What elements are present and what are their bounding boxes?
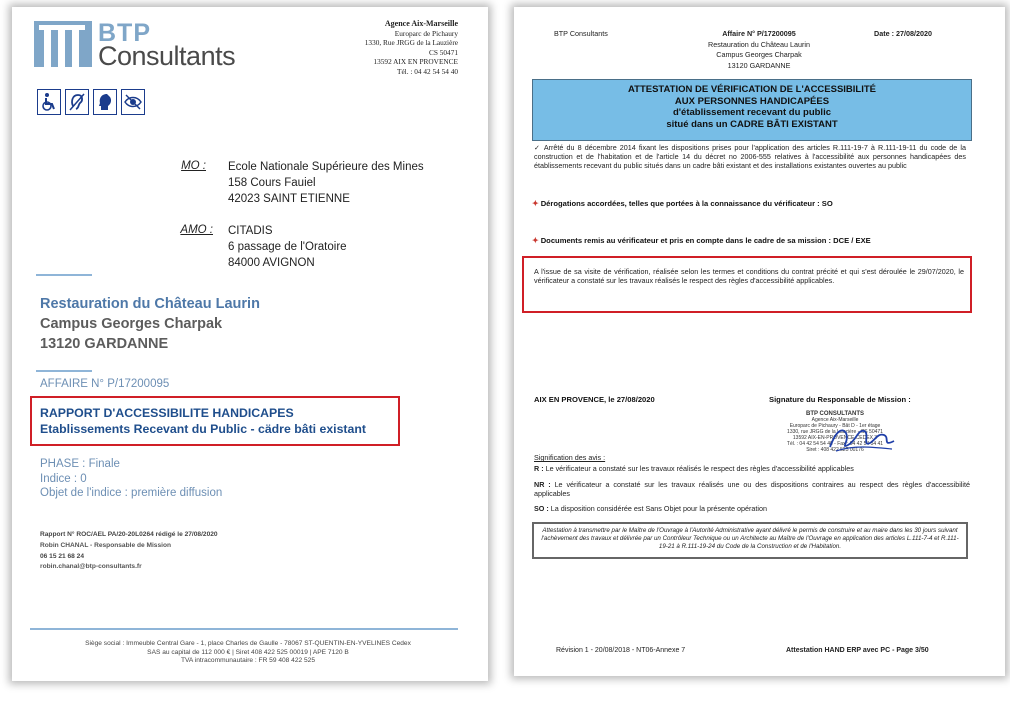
amo-address — [228, 223, 347, 271]
title-line: ATTESTATION DE VÉRIFICATION DE L'ACCESSIBILITÉ — [627, 84, 877, 95]
footer-divider — [30, 628, 458, 630]
header-project-line: 13120 GARDANNE — [727, 60, 791, 70]
agency-name: Agence Aix-Marseille — [384, 19, 458, 28]
amo-label: AMO : — [180, 224, 213, 236]
avis-r — [534, 464, 970, 473]
project-block — [40, 294, 260, 354]
bullet-star-icon: ✦ — [532, 236, 539, 245]
signature-label: Signature du Responsable de Mission : — [769, 395, 911, 404]
footer-line: SAS au capital de 112 000 € | Siret 408 422 525 00019 | APE 7120 B — [147, 648, 349, 656]
avis-r-text: Le vérificateur a constaté sur les travaux réalisés le respect des règles d'accessibilité applicables — [545, 464, 854, 473]
mo-address — [228, 159, 424, 207]
amo-line: 6 passage de l'Oratoire — [228, 241, 347, 253]
mo-line: 158 Cours Fauiel — [228, 177, 316, 189]
report-title-block — [40, 405, 366, 437]
documents-line — [532, 236, 972, 245]
ear-icon — [65, 89, 89, 115]
mo-line: Ecole Nationale Supérieure des Mines — [228, 161, 424, 173]
project-campus: Campus Georges Charpak — [40, 316, 223, 332]
amo-line: CITADIS — [228, 225, 273, 237]
stamp-line: Tél. : 04 42 54 54 40 - Fax : 04 42 54 54 41 — [786, 441, 884, 447]
attestation-title — [532, 79, 972, 141]
avis-so-key: SO : — [534, 504, 549, 513]
transmission-note: Attestation à transmettre par le Maître de l'Ouvrage à l'Autorité Administrative ayant délivré le permis de construire et au maire dans les 30 jours suivant l'achèvement des travaux et délivrée par un Contrôleur Technique ou un Architecte au Maître de l'Ouvrage en application des articles L.111-7-4 et R.111-19-21 à R.111-19-24 du Code de la Construction et de l'Habitation. — [532, 522, 968, 559]
head-profile-icon — [93, 89, 117, 115]
eye-icon — [121, 89, 145, 115]
btp-logo-icon — [34, 21, 92, 67]
footer-revision: Révision 1 - 20/08/2018 - NT06-Annexe 7 — [556, 647, 686, 654]
avis-nr-key: NR : — [534, 480, 551, 489]
avis-r-key: R : — [534, 464, 544, 473]
amo-line: 84000 AVIGNON — [228, 257, 315, 269]
header-company: BTP Consultants — [554, 29, 608, 38]
stamp-agency: Agence Aix-Marseille — [811, 417, 859, 423]
footer-line: Siège social : Immeuble Central Gare - 1, place Charles de Gaulle - 78067 ST-QUENTIN-EN-YVELINES Cedex — [85, 640, 411, 647]
agency-line: 13592 AIX EN PROVENCE — [373, 57, 458, 67]
indice-line: Indice : 0 — [40, 472, 87, 485]
stamp-line: 13592 AIX-EN-PROVENCE CEDEX 3 — [792, 435, 878, 441]
agency-address — [308, 19, 458, 77]
divider — [36, 274, 92, 276]
mo-line: 42023 SAINT ETIENNE — [228, 193, 350, 205]
contact-phone: 06 15 21 68 24 — [40, 552, 84, 560]
objet-line: Objet de l'indice : première diffusion — [40, 487, 223, 499]
documents-text: Documents remis au vérificateur et pris en compte dans le cadre de sa mission : DCE / EXE — [540, 236, 871, 245]
agency-line: Europarc de Pichaury — [394, 28, 458, 38]
logo-brand-bottom: Consultants — [98, 41, 236, 71]
attestation-page — [514, 7, 1005, 676]
agency-line: Tél. : 04 42 54 54 40 — [396, 66, 458, 76]
contact-name: Robin CHANAL - Responsable de Mission — [40, 541, 172, 549]
verification-text: A l'issue de sa visite de vérification, réalisée selon les termes et conditions du contrat précité et qui s'est déroulée le 29/07/2020, le vérificateur a constaté sur les travaux réalisés le respect des règles d'accessibilité applicables. — [534, 267, 964, 286]
avis-nr-text: Le vérificateur a constaté sur les travaux réalisés une ou des dispositions contraires au respect des règles d'accessibilité applicables — [534, 480, 970, 499]
affaire-number: AFFAIRE N° P/17200095 — [40, 378, 170, 390]
derogations-text: Dérogations accordées, telles que portées à la connaissance du vérificateur : SO — [540, 199, 833, 208]
arrete-text: ✓ Arrêté du 8 décembre 2014 fixant les dispositions prises pour l'application des articles R.111-19-7 à R.111-19-11 du code de la construction et de l'habitation et de l'article 14 du décret no 2006-555 relatives à l'accessibilité aux personnes handicapées des établissements recevant du public situés dans un cadre bâti existant et des installations existantes ouvertes au public — [534, 143, 966, 171]
avis-nr — [534, 480, 970, 498]
agency-line: CS 50471 — [429, 47, 458, 57]
derogations-line — [532, 199, 972, 208]
handwritten-signature — [826, 421, 898, 455]
signification-label: Signification des avis : — [534, 453, 606, 462]
contact-block — [40, 530, 218, 573]
wheelchair-icon — [37, 89, 61, 115]
title-line: AUX PERSONNES HANDICAPÉES — [674, 95, 830, 107]
stamp-line: Europarc de Pichaury - Bât D - 1er étage — [789, 423, 881, 429]
company-footer — [42, 640, 454, 666]
stamp-name: BTP CONSULTANTS — [806, 411, 864, 417]
report-cover-page — [12, 7, 488, 681]
stamp-line: 1330, rue JRGG de la Lauzière - CS 50471 — [787, 429, 883, 435]
stamp-line: Siret : 408 422 525 00176 — [806, 447, 864, 453]
report-title: RAPPORT D'ACCESSIBILITE HANDICAPES — [40, 406, 294, 420]
footer-page: Attestation HAND ERP avec PC - Page 3/50 — [786, 647, 929, 654]
divider — [36, 370, 92, 372]
contact-email: robin.chanal@btp-consultants.fr — [40, 563, 142, 571]
title-line: situé dans un CADRE BÂTI EXISTANT — [666, 119, 838, 131]
mo-label: MO : — [181, 160, 206, 172]
project-city: 13120 GARDANNE — [40, 336, 169, 352]
header-project — [674, 29, 844, 71]
agency-line: 1330, Rue JRGG de la Lauzière — [364, 38, 458, 48]
phase-block — [40, 457, 222, 501]
title-line: d'établissement recevant du public — [673, 107, 831, 119]
place-date: AIX EN PROVENCE, le 27/08/2020 — [534, 395, 655, 404]
avis-so — [534, 504, 970, 513]
footer-line: TVA intracommunautaire : FR 59 408 422 525 — [180, 657, 316, 665]
bullet-star-icon: ✦ — [532, 199, 539, 208]
avis-so-text: La disposition considérée est Sans Objet pour la présente opération — [550, 504, 767, 513]
report-reference: Rapport N° ROC/AEL PA/20-20L0264 rédigé le 27/08/2020 — [40, 531, 218, 538]
phase-line: PHASE : Finale — [40, 458, 120, 470]
project-name: Restauration du Château Laurin — [40, 296, 260, 312]
accessibility-icons — [37, 89, 145, 115]
header-affaire: Affaire N° P/17200095 — [722, 29, 796, 38]
header-project-line: Campus Georges Charpak — [716, 50, 802, 59]
report-subtitle: Etablissements Recevant du Public - cädre bâti existant — [40, 422, 366, 436]
logo-brand-top: BTP — [98, 19, 151, 47]
header-date: Date : 27/08/2020 — [874, 29, 932, 38]
header-project-line: Restauration du Château Laurin — [708, 39, 810, 49]
